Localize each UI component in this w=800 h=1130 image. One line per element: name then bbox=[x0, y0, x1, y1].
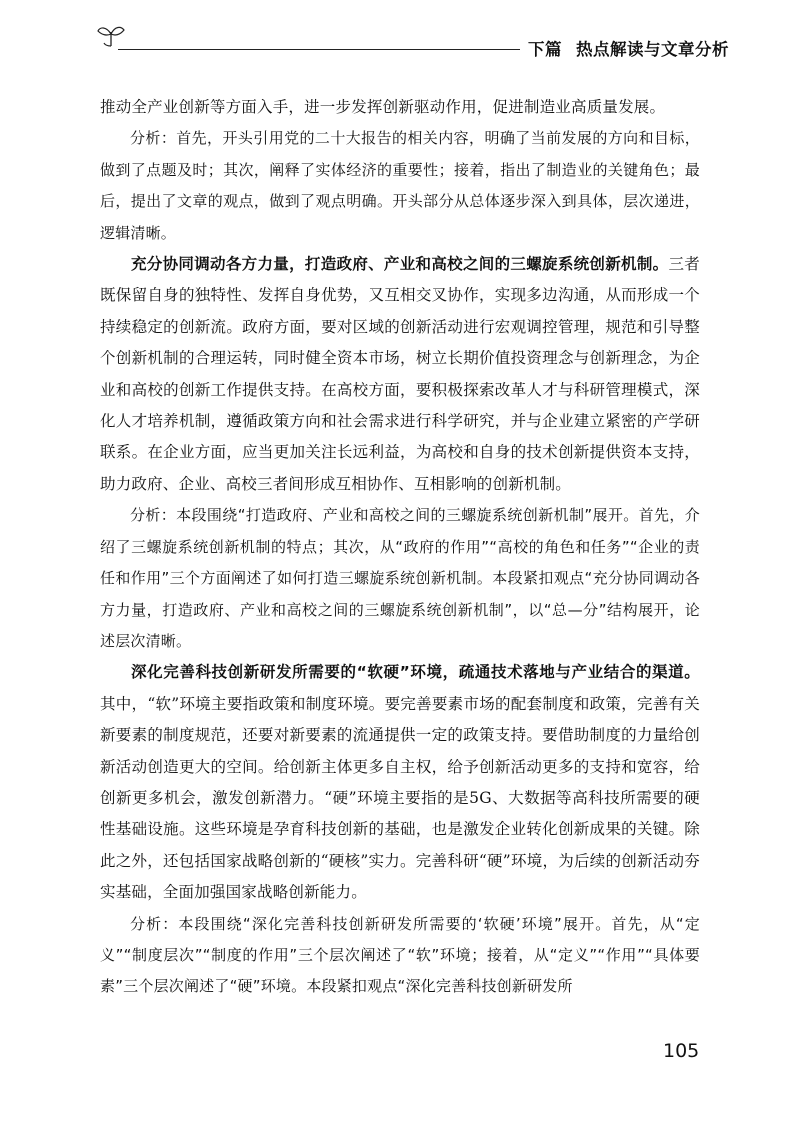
analysis-paragraph-environment bbox=[100, 909, 700, 1003]
header-part: 下篇 bbox=[528, 40, 562, 59]
analysis-paragraph-intro bbox=[100, 123, 700, 249]
sprout-logo-icon bbox=[96, 22, 126, 48]
paragraph-text: 分析：本段围绕“打造政府、产业和高校之间的三螺旋系统创新机制”展开。首先，介绍了三螺旋系统创新机制的特点；其次，从“政府的作用”“高校的角色和任务”“企业的责任和作用”三个方面阐述了如何打造三螺旋系统创新机制。本段紧扣观点“充分协同调动各方力量，打造政府、产业和高校之间的三螺旋系统创新机制”，以“总—分”结构展开，论述层次清晰。 bbox=[100, 506, 700, 650]
paragraph-text: 分析：首先，开头引用党的二十大报告的相关内容，明确了当前发展的方向和目标，做到了点题及时；其次，阐释了实体经济的重要性；接着，指出了制造业的关键角色；最后，提出了文章的观点，做到了观点明确。开头部分从总体逐步深入到具体，层次递进，逻辑清晰。 bbox=[100, 129, 700, 242]
paragraph-text: 推动全产业创新等方面入手，进一步发挥创新驱动作用，促进制造业高质量发展。 bbox=[100, 98, 666, 116]
thesis-sentence: 充分协同调动各方力量，打造政府、产业和高校之间的三螺旋系统创新机制。 bbox=[131, 255, 669, 274]
header-title bbox=[528, 36, 729, 60]
paragraph-text: 三者既保留自身的独特性、发挥自身优势，又互相交叉协作，实现多边沟通，从而形成一个持续稳定的创新流。政府方面，要对区域的创新活动进行宏观调控管理，规范和引导整个创新机制的合理运转，同时健全资本市场，树立长期价值投资理念与创新理念，为企业和高校的创新工作提供支持。在高校方面，要积极探索改革人才与科研管理模式，深化人才培养机制，遵循政策方向和社会需求进行科学研究，并与企业建立紧密的产学研联系。在企业方面，应当更加关注长远利益，为高校和自身的技术创新提供资本支持，助力政府、企业、高校三者间形成互相协作、互相影响的创新机制。 bbox=[100, 255, 700, 493]
thesis-sentence: 深化完善科技创新研发所需要的“软硬”环境，疏通技术落地与产业结合的渠道。 bbox=[131, 663, 700, 682]
argument-paragraph-environment bbox=[100, 657, 700, 908]
paragraph-text: 其中，“软”环境主要指政策和制度环境。要完善要素市场的配套制度和政策，完善有关新要素的制度规范，还要对新要素的流通提供一定的政策支持。要借助制度的力量给创新活动创造更大的空间。给创新主体更多自主权，给予创新活动更多的支持和宽容，给创新更多机会，激发创新潜力。“硬”环境主要指的是5G、大数据等高科技所需要的硬性基础设施。这些环境是孕育科技创新的基础，也是激发企业转化创新成果的关键。除此之外，还包括国家战略创新的“硬核”实力。完善科研“硬”环境，为后续的创新活动夯实基础，全面加强国家战略创新能力。 bbox=[100, 694, 700, 902]
paragraph-continued bbox=[100, 92, 700, 123]
page-body bbox=[100, 92, 700, 1003]
analysis-paragraph-triple-helix bbox=[100, 500, 700, 657]
header-rule bbox=[118, 49, 520, 50]
header-section-title: 热点解读与文章分析 bbox=[576, 40, 729, 59]
argument-paragraph-triple-helix bbox=[100, 249, 700, 500]
paragraph-text: 分析：本段围绕“深化完善科技创新研发所需要的‘软硬’环境”展开。首先，从“定义”“制度层次”“制度的作用”三个层次阐述了“软”环境；接着，从“定义”“作用”“具体要素”三个层次阐述了“硬”环境。本段紧扣观点“深化完善科技创新研发所 bbox=[100, 914, 700, 996]
running-header bbox=[0, 0, 800, 70]
page-number: 105 bbox=[663, 1040, 700, 1062]
